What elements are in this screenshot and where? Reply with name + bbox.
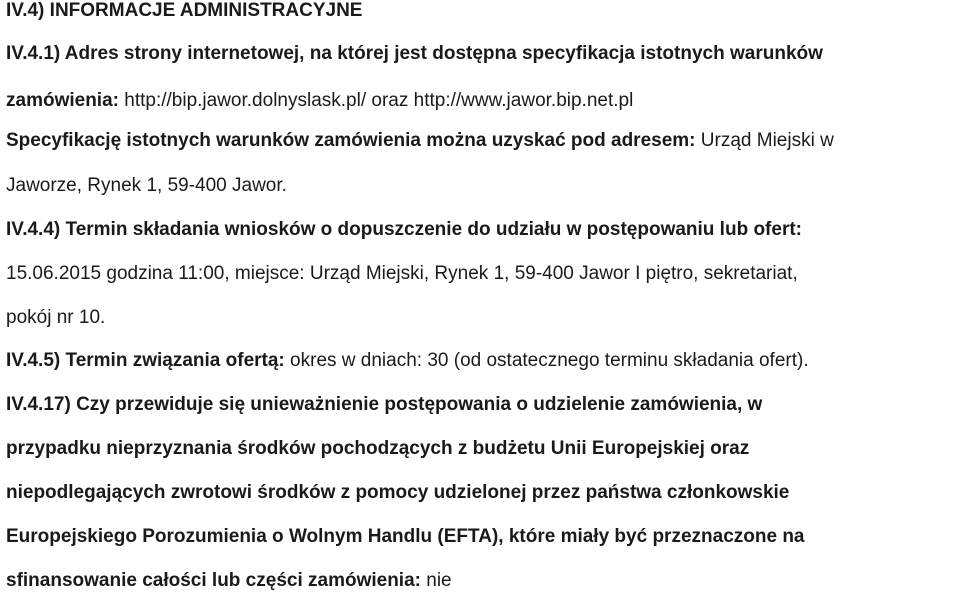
eu-funds-question-line3: niepodlegających zwrotowi środków z pomocy udzielonej przez państwa członkowskie [6, 482, 790, 503]
website-line2 [6, 90, 633, 112]
spec-address-label: Specyfikację istotnych warunków zamówienia można uzyskać pod adresem: [6, 130, 696, 151]
section-heading: IV.4) INFORMACJE ADMINISTRACYJNE [6, 0, 363, 21]
eu-funds-question-line1: IV.4.17) Czy przewiduje się unieważnienie postępowania o udzielenie zamówienia, w [6, 394, 763, 415]
binding-period-label: IV.4.5) Termin związania ofertą: [6, 350, 285, 371]
deadline-value-line2: pokój nr 10. [6, 307, 106, 328]
eu-funds-question-line5 [6, 570, 452, 592]
eu-funds-question-line2: przypadku nieprzyznania środków pochodzących z budżetu Unii Europejskiej oraz [6, 438, 750, 459]
eu-funds-question-label-end: sfinansowanie całości lub części zamówienia: [6, 570, 421, 591]
eu-funds-answer: nie [420, 570, 452, 591]
spec-address-value-line2: Jaworze, Rynek 1, 59-400 Jawor. [6, 175, 287, 196]
deadline-value-line1: 15.06.2015 godzina 11:00, miejsce: Urząd Miejski, Rynek 1, 59-400 Jawor I piętro, sekretariat, [6, 263, 798, 284]
deadline-label: IV.4.4) Termin składania wniosków o dopuszczenie do udziału w postępowaniu lub ofert: [6, 219, 802, 240]
website-label-line1: IV.4.1) Adres strony internetowej, na której jest dostępna specyfikacja istotnych warunków [6, 43, 823, 64]
binding-period-value: okres w dniach: 30 (od ostatecznego terminu składania ofert). [284, 350, 809, 371]
website-value: http://bip.jawor.dolnyslask.pl/ oraz http://www.jawor.bip.net.pl [118, 90, 634, 111]
eu-funds-question-line4: Europejskiego Porozumienia o Wolnym Handlu (EFTA), które miały być przeznaczone na [6, 526, 805, 547]
spec-address-line1 [6, 130, 834, 152]
binding-period-line [6, 350, 809, 372]
spec-address-value-line1: Urząd Miejski w [695, 130, 834, 151]
website-label-line2: zamówienia: [6, 90, 119, 111]
